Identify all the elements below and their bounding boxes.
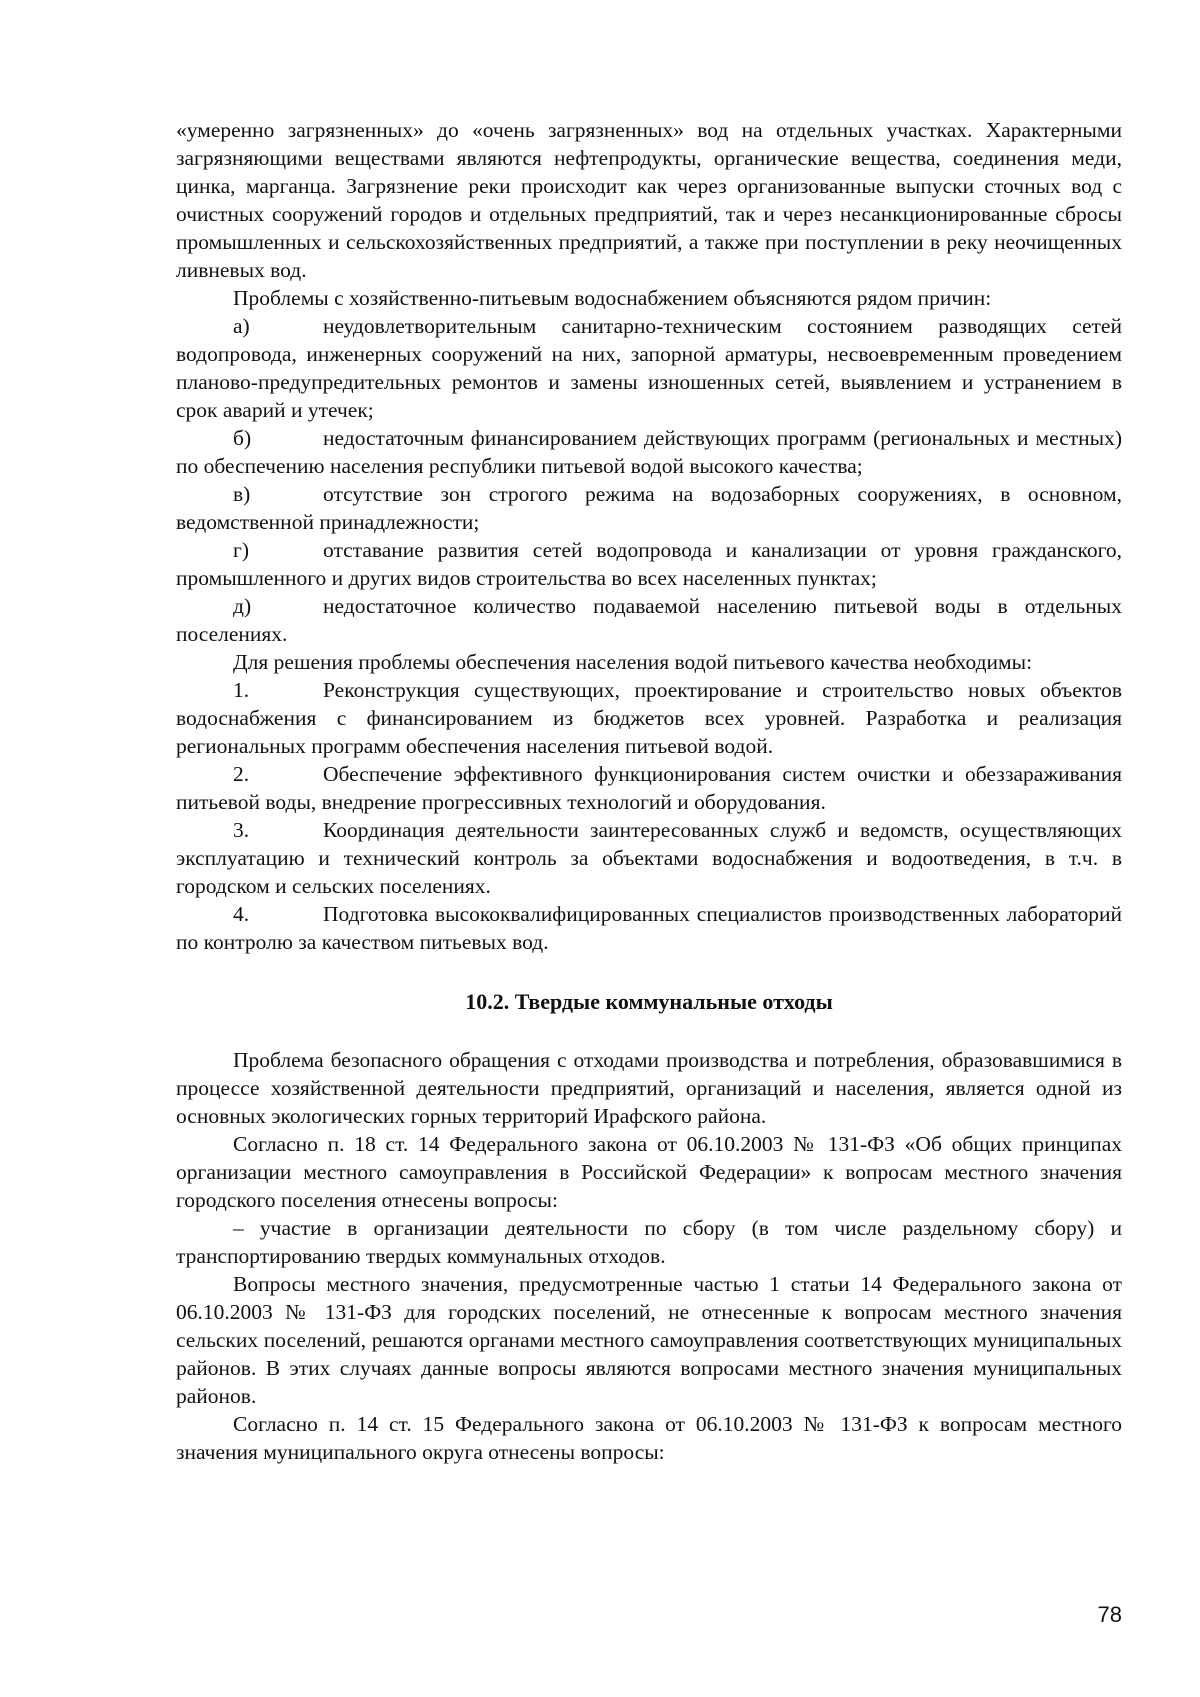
- list-marker: д): [233, 594, 252, 618]
- solutions-list: [176, 676, 1122, 956]
- list-item-text: Обеспечение эффективного функционирования систем очистки и обеззараживания питьевой воды, внедрение прогрессивных технологий и оборудования.: [176, 762, 1122, 814]
- list-marker: 3.: [233, 818, 250, 842]
- list-marker: 2.: [233, 762, 250, 786]
- causes-list: [176, 312, 1122, 648]
- list-marker: б): [233, 426, 252, 450]
- paragraph-law-item: – участие в организации деятельности по сбору (в том числе раздельному сбору) и транспортированию твердых коммунальных отходов.: [176, 1216, 1122, 1268]
- list-item: [176, 424, 1122, 480]
- list-item-text: Подготовка высококвалифицированных специалистов производственных лабораторий по контролю за качеством питьевых вод.: [176, 902, 1122, 954]
- list-item: [176, 676, 1122, 760]
- list-marker: г): [233, 538, 249, 562]
- document-page: [176, 116, 1122, 1466]
- list-marker: а): [233, 314, 250, 338]
- list-item-text: отставание развития сетей водопровода и канализации от уровня гражданского, промышленного и других видов строительства во всех населенных пунктах;: [176, 538, 1122, 590]
- list-item: [176, 536, 1122, 592]
- list-item: [176, 592, 1122, 648]
- list-marker: 4.: [233, 902, 250, 926]
- list-item-text: неудовлетворительным санитарно-техническим состоянием разводящих сетей водопровода, инженерных сооружений на них, запорной арматуры, несвоевременным проведением планово-предупредительных ремонтов и замены изношенных сетей, выявлением и устранением в срок аварий и утечек;: [176, 314, 1122, 422]
- list-item: [176, 480, 1122, 536]
- list-item: [176, 312, 1122, 424]
- list-item: [176, 900, 1122, 956]
- page-number: 78: [1097, 1602, 1122, 1627]
- list-item: [176, 816, 1122, 900]
- list-item-text: Координация деятельности заинтересованных служб и ведомств, осуществляющих эксплуатацию и технический контроль за объектами водоснабжения и водоотведения, в т.ч. в городском и сельских поселениях.: [176, 818, 1122, 898]
- list-marker: в): [233, 482, 251, 506]
- list-marker: 1.: [233, 678, 250, 702]
- list-item-text: недостаточным финансированием действующих программ (региональных и местных) по обеспечению населения республики питьевой водой высокого качества;: [176, 426, 1122, 478]
- list-item-text: недостаточное количество подаваемой населению питьевой воды в отдельных поселениях.: [176, 594, 1122, 646]
- list-item-text: отсутствие зон строгого режима на водозаборных сооружениях, в основном, ведомственной принадлежности;: [176, 482, 1122, 534]
- paragraph-causes-intro: Проблемы с хозяйственно-питьевым водоснабжением объясняются рядом причин:: [233, 286, 992, 310]
- paragraph-water-pollution: «умеренно загрязненных» до «очень загрязненных» вод на отдельных участках. Характерными загрязняющими веществами являются нефтепродукты, органические вещества, соединения меди, цинка, марганца. Загрязнение реки происходит как через организованные выпуски сточных вод с очистных сооружений городов и отдельных предприятий, так и через несанкционированные сбросы промышленных и сельскохозяйственных предприятий, а также при поступлении в реку неочищенных ливневых вод.: [176, 118, 1122, 282]
- section-heading: 10.2. Твердые коммунальные отходы: [465, 989, 833, 1014]
- paragraph-waste-problem: Проблема безопасного обращения с отходами производства и потребления, образовавшимися в процессе хозяйственной деятельности предприятий, организаций и населения, является одной из основных экологических горных территорий Ирафского района.: [176, 1048, 1122, 1128]
- paragraph-solutions-intro: Для решения проблемы обеспечения населения водой питьевого качества необходимы:: [233, 650, 1033, 674]
- paragraph-local-questions: Вопросы местного значения, предусмотренные частью 1 статьи 14 Федерального закона от 06.10.2003 № 131-ФЗ для городских поселений, не отнесенные к вопросам местного значения сельских поселений, решаются органами местного самоуправления соответствующих муниципальных районов. В этих случаях данные вопросы являются вопросами местного значения муниципальных районов.: [176, 1272, 1122, 1408]
- list-item: [176, 760, 1122, 816]
- paragraph-law-reference: Согласно п. 18 ст. 14 Федерального закона от 06.10.2003 № 131-ФЗ «Об общих принципах организации местного самоуправления в Российской Федерации» к вопросам местного значения городского поселения отнесены вопросы:: [176, 1132, 1122, 1212]
- paragraph-municipal-district: Согласно п. 14 ст. 15 Федерального закона от 06.10.2003 № 131-ФЗ к вопросам местного значения муниципального округа отнесены вопросы:: [176, 1412, 1122, 1464]
- list-item-text: Реконструкция существующих, проектирование и строительство новых объектов водоснабжения с финансированием из бюджетов всех уровней. Разработка и реализация региональных программ обеспечения населения питьевой водой.: [176, 678, 1122, 758]
